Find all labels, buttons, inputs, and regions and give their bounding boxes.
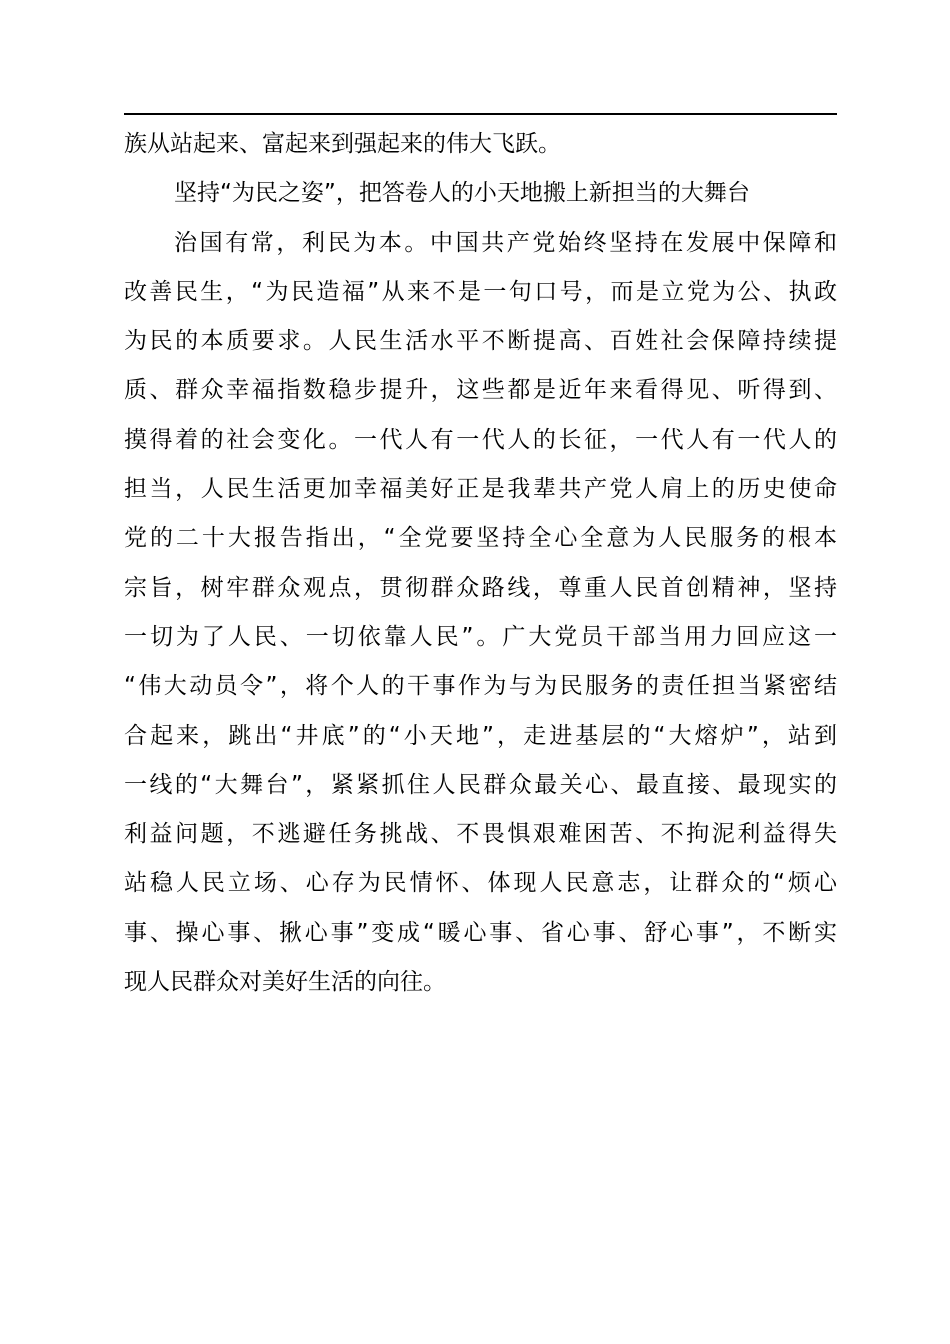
header-rule: [124, 113, 837, 115]
text-line: 为民的本质要求。人民生活水平不断提高、百姓社会保障持续提: [124, 328, 837, 355]
text-line: “伟大动员令”，将个人的干事作为与为民服务的责任担当紧密结: [124, 673, 837, 700]
text-line: 治国有常，利民为本。中国共产党始终坚持在发展中保障和: [174, 229, 837, 256]
text-line: 摸得着的社会变化。一代人有一代人的长征，一代人有一代人的: [124, 426, 837, 453]
text-line: 担当，人民生活更加幸福美好正是我辈共产党人肩上的历史使命: [124, 476, 837, 503]
text-line: 党的二十大报告指出，“全党要坚持全心全意为人民服务的根本: [124, 525, 837, 552]
text-line: 合起来，跳出“井底”的“小天地”，走进基层的“大熔炉”，站到: [124, 722, 837, 749]
document-body: [124, 120, 837, 1007]
text-line: 利益问题，不逃避任务挑战、不畏惧艰难困苦、不拘泥利益得失: [124, 821, 837, 848]
text-line: 一线的“大舞台”，紧紧抓住人民群众最关心、最直接、最现实的: [124, 771, 837, 798]
section-heading: 坚持“为民之姿”，把答卷人的小天地搬上新担当的大舞台: [174, 180, 750, 207]
text-line: 站稳人民立场、心存为民情怀、体现人民意志，让群众的“烦心: [124, 870, 837, 897]
text-line: 一切为了人民、一切依靠人民”。广大党员干部当用力回应这一: [124, 623, 837, 650]
text-line: 改善民生，“为民造福”从来不是一句口号，而是立党为公、执政: [124, 278, 837, 305]
text-line: 宗旨，树牢群众观点，贯彻群众路线，尊重人民首创精神，坚持: [124, 574, 837, 601]
text-line: 质、群众幸福指数稳步提升，这些都是近年来看得见、听得到、: [124, 377, 837, 404]
text-line: 现人民群众对美好生活的向往。: [124, 969, 446, 996]
text-line: 事、操心事、揪心事”变成“暖心事、省心事、舒心事”，不断实: [124, 919, 837, 946]
text-line: 族从站起来、富起来到强起来的伟大飞跃。: [124, 131, 561, 157]
